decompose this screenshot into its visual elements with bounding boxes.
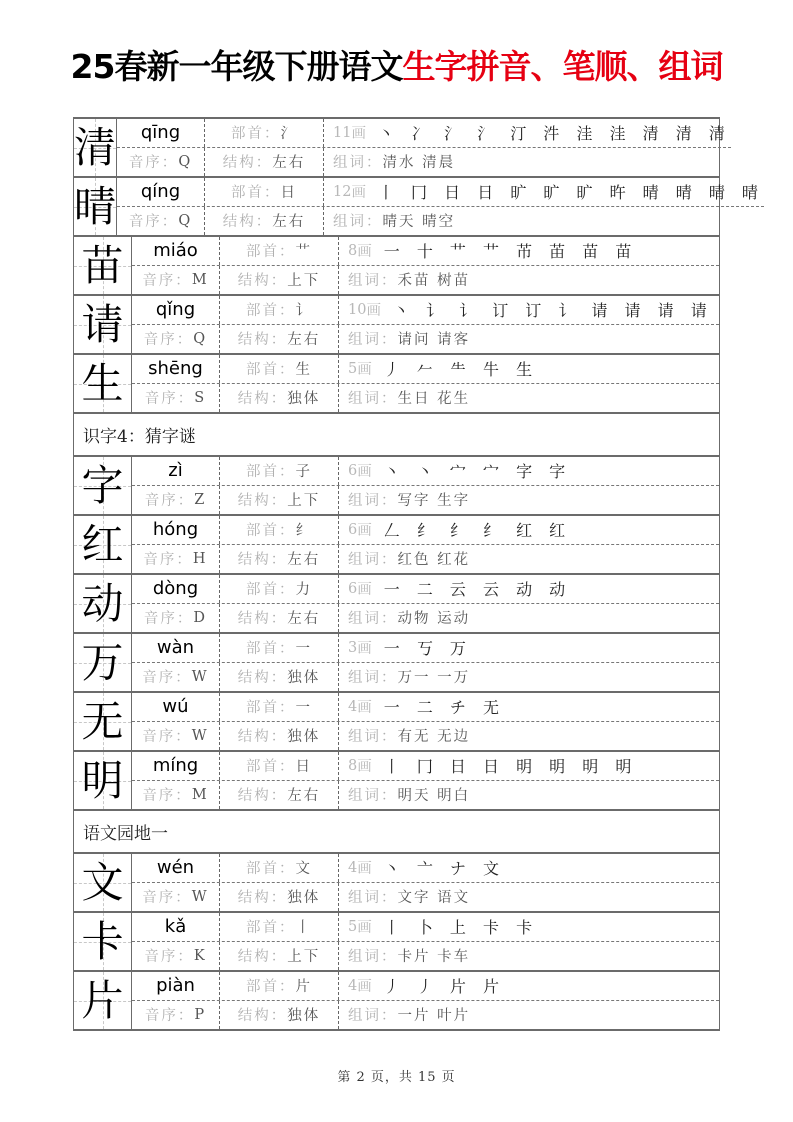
order-value: M xyxy=(191,271,209,288)
order-label: 音序： xyxy=(144,493,195,510)
stroke-count: 5 xyxy=(348,360,358,377)
stroke-order: 丶 丶 宀 宀 字 字 xyxy=(383,462,572,482)
character-grid-cell xyxy=(74,516,132,573)
words-value: 晴天 晴空 xyxy=(382,214,456,231)
words-label: 组词： xyxy=(348,391,398,408)
stroke-count: 8 xyxy=(348,242,358,259)
stroke-unit: 画 xyxy=(357,759,372,776)
radical-value: 一 xyxy=(295,700,312,717)
pinyin: wàn xyxy=(156,637,195,659)
pinyin: qǐng xyxy=(155,299,196,321)
pinyin: shēng xyxy=(148,358,203,380)
stroke-count: 4 xyxy=(348,698,358,715)
structure-value: 独体 xyxy=(287,670,321,687)
radical-value: 丨 xyxy=(295,920,312,937)
stroke-count: 6 xyxy=(348,521,358,538)
order-label: 音序： xyxy=(142,788,192,805)
radical-label: 部首： xyxy=(246,523,296,540)
character-row xyxy=(74,119,731,178)
stroke-count: 3 xyxy=(348,639,358,656)
words-label: 组词： xyxy=(348,493,398,510)
character-row xyxy=(74,296,719,355)
radical-label: 部首： xyxy=(231,185,281,202)
pinyin: qīng xyxy=(140,122,181,144)
character-row xyxy=(74,355,719,414)
words-value: 文字 语文 xyxy=(397,890,471,907)
structure-label: 结构： xyxy=(237,890,288,907)
words-value: 生日 花生 xyxy=(397,391,471,408)
stroke-count: 11 xyxy=(333,124,352,141)
pinyin: hóng xyxy=(152,519,199,541)
character-grid-cell xyxy=(74,634,132,691)
radical-value: 纟 xyxy=(295,523,312,540)
section-header: 识字4：猜字谜 xyxy=(74,414,719,457)
character: 无 xyxy=(81,696,124,746)
structure-value: 独体 xyxy=(287,1008,321,1025)
structure-label: 结构： xyxy=(237,493,288,510)
words-label: 组词： xyxy=(348,729,398,746)
structure-label: 结构： xyxy=(222,155,273,172)
structure-value: 左右 xyxy=(272,155,306,172)
character-grid-cell xyxy=(74,854,132,911)
character-row xyxy=(74,237,719,296)
character-grid-cell xyxy=(74,575,132,632)
stroke-order: 一 丂 万 xyxy=(383,639,472,659)
character-row xyxy=(74,457,719,516)
order-label: 音序： xyxy=(143,611,194,628)
words-label: 组词： xyxy=(348,552,398,569)
stroke-count: 8 xyxy=(348,757,358,774)
stroke-count: 4 xyxy=(348,977,358,994)
structure-value: 左右 xyxy=(287,788,321,805)
character: 清 xyxy=(74,122,117,172)
structure-value: 上下 xyxy=(287,493,321,510)
character: 片 xyxy=(81,975,124,1025)
words-label: 组词： xyxy=(348,273,398,290)
order-label: 音序： xyxy=(142,729,192,746)
character-grid-cell xyxy=(74,752,132,809)
title-black-part: 25春新一年级下册语文 xyxy=(70,47,403,86)
character: 文 xyxy=(81,857,124,907)
stroke-unit: 画 xyxy=(357,362,372,379)
radical-value: 日 xyxy=(295,759,312,776)
structure-value: 左右 xyxy=(272,214,306,231)
order-label: 音序： xyxy=(142,273,192,290)
stroke-order: 丨 冂 日 日 旷 旷 旷 旿 晴 晴 晴 晴 xyxy=(377,183,764,203)
pinyin: wén xyxy=(156,857,195,879)
stroke-unit: 画 xyxy=(357,861,372,878)
character: 红 xyxy=(81,519,124,569)
radical-label: 部首： xyxy=(246,362,296,379)
character: 明 xyxy=(81,755,124,805)
stroke-order: 丨 卜 上 卡 卡 xyxy=(383,918,539,938)
order-value: K xyxy=(193,947,207,964)
character-row xyxy=(74,178,764,237)
structure-value: 上下 xyxy=(287,949,321,966)
radical-label: 部首： xyxy=(246,759,296,776)
character-row xyxy=(74,752,719,811)
radical-label: 部首： xyxy=(246,979,296,996)
structure-value: 上下 xyxy=(287,273,321,290)
structure-value: 左右 xyxy=(287,552,321,569)
character-row xyxy=(74,854,719,913)
character-row xyxy=(74,575,719,634)
radical-value: 氵 xyxy=(280,126,298,143)
radical-value: 子 xyxy=(295,464,312,481)
order-value: W xyxy=(191,727,209,744)
character-grid-cell xyxy=(74,237,132,294)
character: 字 xyxy=(81,460,124,510)
stroke-unit: 画 xyxy=(357,979,372,996)
order-value: W xyxy=(191,888,209,905)
structure-value: 独体 xyxy=(287,391,321,408)
radical-value: 艹 xyxy=(295,244,312,261)
character: 晴 xyxy=(74,181,117,231)
radical-label: 部首： xyxy=(246,641,296,658)
radical-label: 部首： xyxy=(246,861,296,878)
character: 生 xyxy=(81,358,124,408)
structure-label: 结构： xyxy=(237,1008,288,1025)
stroke-order: 丶 冫 氵 氵 汀 汼 洼 洼 清 清 清 xyxy=(377,124,731,144)
page-number: 第 2 页，共 15 页 xyxy=(337,1070,456,1085)
stroke-unit: 画 xyxy=(357,244,372,261)
words-value: 清水 清晨 xyxy=(382,155,456,172)
words-label: 组词： xyxy=(348,1008,398,1025)
pinyin: qíng xyxy=(140,181,181,203)
structure-label: 结构： xyxy=(237,552,288,569)
order-value: Q xyxy=(178,153,193,170)
order-value: Q xyxy=(178,212,193,229)
radical-label: 部首： xyxy=(246,464,296,481)
stroke-count: 4 xyxy=(348,859,358,876)
character-row xyxy=(74,516,719,575)
stroke-unit: 画 xyxy=(357,920,372,937)
structure-value: 左右 xyxy=(287,611,321,628)
character-grid-cell xyxy=(74,355,132,412)
character-row xyxy=(74,693,719,752)
words-value: 明天 明白 xyxy=(397,788,471,805)
character-row xyxy=(74,634,719,693)
order-label: 音序： xyxy=(128,214,179,231)
order-value: D xyxy=(193,609,208,626)
character-row xyxy=(74,913,719,972)
order-value: Q xyxy=(193,330,208,347)
words-value: 写字 生字 xyxy=(397,493,471,510)
structure-label: 结构： xyxy=(237,611,288,628)
structure-label: 结构： xyxy=(237,391,288,408)
words-value: 动物 运动 xyxy=(397,611,471,628)
words-value: 有无 无边 xyxy=(397,729,471,746)
radical-label: 部首： xyxy=(246,303,296,320)
stroke-unit: 画 xyxy=(357,523,372,540)
page-title xyxy=(0,44,793,90)
order-label: 音序： xyxy=(143,332,194,349)
stroke-count: 12 xyxy=(333,183,352,200)
order-label: 音序： xyxy=(142,890,192,907)
character-grid-cell xyxy=(74,693,132,750)
character-grid-cell xyxy=(74,913,132,970)
character-grid-cell xyxy=(74,296,132,353)
words-label: 组词： xyxy=(348,332,398,349)
stroke-order: 丶 讠 讠 订 订 讠 请 请 请 请 xyxy=(392,301,713,321)
stroke-count: 5 xyxy=(348,918,358,935)
radical-value: 生 xyxy=(295,362,312,379)
title-red-part: 生字拼音、笔顺、组词 xyxy=(402,47,723,86)
pinyin: piàn xyxy=(156,975,195,997)
words-value: 请问 请客 xyxy=(397,332,471,349)
order-label: 音序： xyxy=(143,552,193,569)
stroke-order: 丿 丿 片 片 xyxy=(383,977,505,997)
stroke-order: 一 十 艹 艹 芇 苖 苗 苗 xyxy=(383,242,638,262)
character-table xyxy=(73,117,764,1031)
stroke-order: 丨 冂 日 日 明 明 明 明 xyxy=(383,757,638,777)
pinyin: zì xyxy=(168,460,183,482)
words-label: 组词： xyxy=(348,949,398,966)
stroke-unit: 画 xyxy=(366,303,381,320)
structure-label: 结构： xyxy=(237,273,288,290)
words-value: 红色 红花 xyxy=(397,552,471,569)
character: 万 xyxy=(81,637,124,687)
order-value: Z xyxy=(194,491,207,508)
radical-value: 日 xyxy=(280,185,298,202)
radical-label: 部首： xyxy=(231,126,281,143)
stroke-unit: 画 xyxy=(357,641,372,658)
stroke-unit: 画 xyxy=(357,582,372,599)
radical-value: 力 xyxy=(295,582,312,599)
character: 请 xyxy=(81,299,124,349)
structure-label: 结构： xyxy=(237,949,288,966)
stroke-count: 6 xyxy=(348,580,358,597)
structure-value: 独体 xyxy=(287,890,321,907)
stroke-count: 6 xyxy=(348,462,358,479)
order-value: P xyxy=(194,1006,207,1023)
order-label: 音序： xyxy=(144,949,194,966)
stroke-unit: 画 xyxy=(357,700,372,717)
stroke-count: 10 xyxy=(348,301,367,318)
structure-label: 结构： xyxy=(222,214,273,231)
character: 苗 xyxy=(81,240,124,290)
radical-value: 文 xyxy=(295,861,312,878)
stroke-unit: 画 xyxy=(351,185,366,202)
words-label: 组词： xyxy=(348,670,398,687)
radical-label: 部首： xyxy=(246,244,296,261)
words-value: 卡片 卡车 xyxy=(397,949,471,966)
pinyin: míng xyxy=(152,755,199,777)
radical-label: 部首： xyxy=(246,582,296,599)
structure-label: 结构： xyxy=(237,332,288,349)
order-value: H xyxy=(192,550,208,567)
order-label: 音序： xyxy=(128,155,179,172)
order-label: 音序： xyxy=(142,670,192,687)
structure-label: 结构： xyxy=(237,670,288,687)
structure-value: 独体 xyxy=(287,729,321,746)
words-value: 一片 叶片 xyxy=(397,1008,471,1025)
structure-label: 结构： xyxy=(237,788,288,805)
order-value: W xyxy=(191,668,209,685)
radical-label: 部首： xyxy=(246,700,296,717)
character-grid-cell xyxy=(74,119,117,176)
words-label: 组词： xyxy=(333,214,383,231)
words-value: 万一 一万 xyxy=(397,670,471,687)
pinyin: wú xyxy=(162,696,189,718)
radical-value: 片 xyxy=(295,979,312,996)
structure-value: 左右 xyxy=(287,332,321,349)
words-label: 组词： xyxy=(333,155,383,172)
character-grid-cell xyxy=(74,972,132,1029)
order-value: M xyxy=(191,786,209,803)
character-row xyxy=(74,972,719,1031)
words-label: 组词： xyxy=(348,611,398,628)
stroke-order: 一 二 云 云 动 动 xyxy=(383,580,572,600)
order-label: 音序： xyxy=(144,1008,195,1025)
section-header: 语文园地一 xyxy=(74,811,719,854)
radical-value: 讠 xyxy=(295,303,312,320)
stroke-order: 丶 亠 ナ 文 xyxy=(383,859,505,879)
stroke-order: 𠃋 纟 纟 纟 红 红 xyxy=(383,521,572,541)
character-grid-cell xyxy=(74,457,132,514)
order-label: 音序： xyxy=(144,391,195,408)
stroke-order: 一 二 チ 无 xyxy=(383,698,505,718)
words-value: 禾苗 树苗 xyxy=(397,273,471,290)
radical-label: 部首： xyxy=(246,920,296,937)
order-value: S xyxy=(194,389,207,406)
words-label: 组词： xyxy=(348,788,398,805)
pinyin: kǎ xyxy=(164,916,187,938)
character: 卡 xyxy=(81,916,124,966)
stroke-unit: 画 xyxy=(357,464,372,481)
structure-label: 结构： xyxy=(237,729,288,746)
pinyin: dòng xyxy=(152,578,199,600)
pinyin: miáo xyxy=(153,240,198,262)
words-label: 组词： xyxy=(348,890,398,907)
character-grid-cell xyxy=(74,178,117,235)
character: 动 xyxy=(81,578,124,628)
stroke-order: 丿 𠂉 ⺧ 牛 生 xyxy=(383,360,539,380)
stroke-unit: 画 xyxy=(351,126,366,143)
radical-value: 一 xyxy=(295,641,312,658)
